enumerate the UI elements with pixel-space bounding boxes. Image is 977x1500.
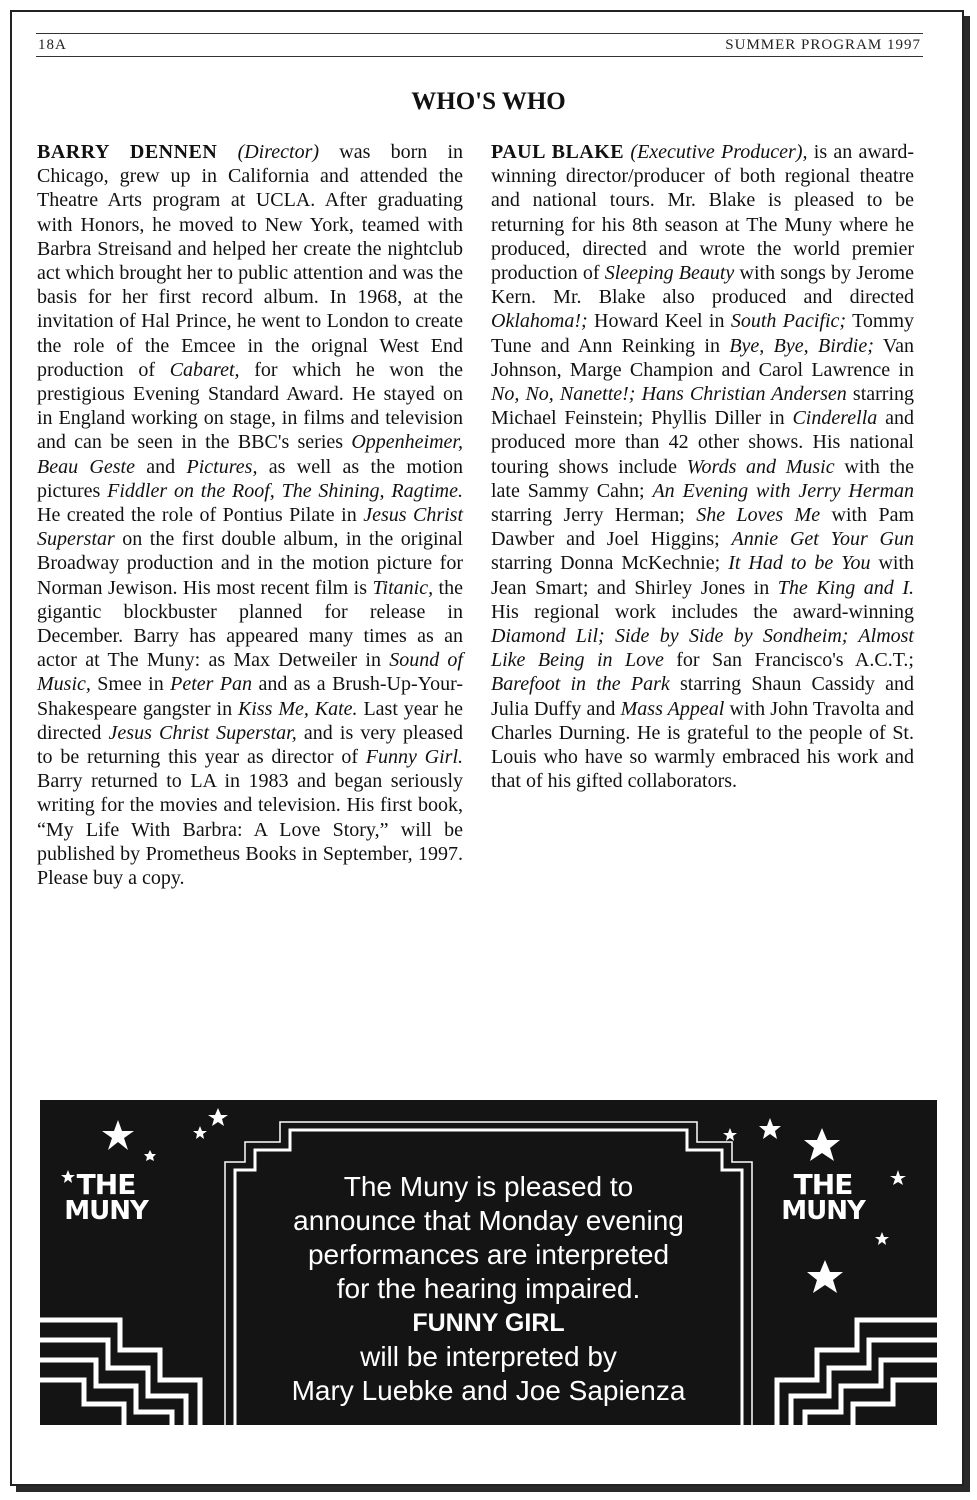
bio-text: and	[134, 455, 187, 478]
bio-text: for San Francisco's A.C.T.;	[663, 649, 914, 672]
bio-barry-dennen	[37, 140, 463, 890]
bio-text: with John Travolta and Charles Durning. He is grateful to the people of St. Louis who have so warmly embraced his work and that of his gifted collaborators.	[491, 697, 914, 793]
muny-logo-left	[56, 1168, 156, 1226]
announcement-line: The Muny is pleased to	[343, 1171, 634, 1202]
star-icon	[723, 1128, 737, 1141]
bio-text: Tommy Tune and Ann Reinking in	[491, 310, 915, 357]
star-icon	[890, 1170, 906, 1185]
program-title: SUMMER PROGRAM 1997	[725, 37, 921, 53]
bio-text: was born in Chicago, grew up in California and attended the Theatre Arts program at UCLA. After graduating with Honors, he moved to New York, teamed with Barbra Streisand and helped her create the nightclub act which brought her to public attention and was the basis for her first record album. In 1968, at the invitation of Hal Prince, he went to London to create the role of the Emcee in the orignal West End production of	[37, 141, 463, 381]
bio-text: for which he won the prestigious Evening Standard Award. He stayed on in England working on stage, in films and television and can be seen in the BBC's series	[37, 358, 464, 454]
logo-the: THE	[76, 1168, 136, 1201]
bio-title: Annie Get Your Gun	[731, 528, 914, 551]
bio-title: Oppenheimer, Beau Geste	[37, 431, 463, 478]
page-title: WHO'S WHO	[411, 88, 566, 115]
bio-title: She Loves Me	[696, 504, 821, 527]
bio-text: and is very pleased to be returning this year as director of	[37, 721, 464, 769]
show-title: FUNNY GIRL	[412, 1309, 565, 1337]
muny-logo-right	[773, 1168, 873, 1226]
announcement-line: announce that Monday evening	[293, 1205, 684, 1236]
interpreters-line: Mary Luebke and Joe Sapienza	[291, 1375, 686, 1406]
announcement-line: will be interpreted by	[360, 1341, 617, 1372]
bio-title: Mass Appeal	[620, 697, 725, 720]
bio-text: as well as the motion pictures	[37, 455, 463, 502]
bio-title: Diamond Lil; Side by Side by Sondheim; Almost Like Being in Love	[491, 625, 914, 672]
star-icon	[807, 1260, 843, 1293]
star-icon	[144, 1150, 156, 1161]
bio-text: and produced more than 42 other shows. His national touring shows include	[491, 407, 914, 478]
logo-the: THE	[793, 1168, 853, 1201]
bio-text: His regional work includes the award-winning	[491, 600, 914, 623]
bio-title: Bye, Bye, Birdie;	[729, 334, 874, 357]
bio-title: An Evening with Jerry Herman	[652, 479, 914, 502]
bio-text: with songs by Jerome Kern. Mr. Blake also produced and directed	[491, 262, 914, 309]
bio-title: Kiss Me, Kate.	[237, 697, 358, 720]
bio-text: with Jean Smart; and Shirley Jones in	[491, 552, 914, 599]
bio-title: Peter Pan	[170, 673, 253, 696]
bio-text: with Pam Dawber and Joel Higgins;	[491, 504, 915, 551]
bio-title: Words and Music	[686, 455, 835, 478]
deco-steps-right	[777, 1320, 937, 1425]
bio-text: Howard Keel in	[587, 310, 731, 333]
bio-text: starring Shaun Cassidy and Julia Duffy and	[491, 673, 915, 720]
bio-title: Jesus Christ Superstar	[37, 504, 464, 551]
bio-title: The King and I.	[777, 576, 914, 599]
bio-title: Cabaret,	[169, 358, 240, 381]
bio-role: (Executive Producer),	[630, 141, 808, 163]
bio-text: Barry returned to LA in 1983 and began seriously writing for the movies and television. His first book, “My Life With Barbra: A Love Story,” will be published by Prometheus Books in September, 1997. Please buy a copy.	[37, 770, 463, 890]
page-number: 18A	[38, 37, 67, 53]
bio-title: Pictures,	[186, 455, 258, 478]
bio-title: Sleeping Beauty	[604, 262, 735, 285]
bio-paul-blake	[491, 140, 914, 793]
bio-name: PAUL BLAKE	[491, 141, 625, 163]
bio-title: Barefoot in the Park	[491, 673, 670, 696]
bio-role: (Director)	[237, 141, 320, 163]
bio-title: Titanic,	[372, 576, 434, 599]
deco-steps-left	[40, 1320, 200, 1425]
bio-text: Last year he directed	[37, 697, 463, 744]
star-icon	[102, 1120, 134, 1150]
bio-text: the gigantic blockbuster planned for release in December. Barry has appeared many times as an actor at The Muny: as Max Detweiler in	[37, 576, 463, 672]
bio-title: Fiddler on the Roof, The Shining, Ragtime.	[107, 479, 464, 502]
announcement-line: performances are interpreted	[307, 1239, 670, 1270]
bio-title: It Had to be You	[728, 552, 871, 575]
bio-text: starring Michael Feinstein; Phyllis Diller in	[491, 383, 915, 430]
bio-text: Smee in	[90, 673, 171, 696]
star-icon	[759, 1118, 781, 1139]
bio-title: Oklahoma!;	[491, 310, 588, 333]
bio-title: No, No, Nanette!; Hans Christian Andersen	[491, 383, 847, 406]
bio-text: is an award-winning director/producer of both regional theatre and national tours. Mr. Blake is pleased to be returning for his 8th season at The Muny where he produced, directed and wrote the world premier production of	[491, 141, 915, 285]
announcement-line: for the hearing impaired.	[336, 1273, 641, 1304]
star-icon	[193, 1126, 207, 1139]
bio-title: Jesus Christ Superstar,	[108, 721, 297, 744]
star-icon	[875, 1232, 889, 1245]
bio-text: with the late Sammy Cahn;	[491, 455, 914, 502]
bio-title: Sound of Music,	[37, 649, 463, 696]
bio-text: starring Jerry Herman;	[491, 504, 697, 527]
logo-muny: MUNY	[781, 1196, 865, 1226]
logo-muny: MUNY	[64, 1196, 148, 1226]
bio-title: Cinderella	[792, 407, 878, 430]
running-header	[36, 33, 923, 57]
bio-text: on the first double album, in the original Broadway production and in the motion picture for Norman Jewison. His most recent film is	[37, 528, 463, 599]
star-icon	[804, 1128, 840, 1161]
announcement-banner	[40, 1100, 937, 1425]
bio-text: and as a Brush-Up-Your-Shakespeare gangster in	[37, 673, 463, 720]
bio-text: He created the role of Pontius Pilate in	[37, 504, 364, 527]
bio-title: South Pacific;	[730, 310, 847, 333]
bio-text: Van Johnson, Marge Champion and Carol Lawrence in	[491, 334, 914, 381]
bio-name: BARRY DENNEN	[37, 141, 218, 163]
bio-title: Funny Girl.	[365, 746, 464, 769]
star-icon	[208, 1108, 228, 1126]
bio-text: starring Donna McKechnie;	[491, 552, 729, 575]
announcement-text	[220, 1170, 757, 1408]
